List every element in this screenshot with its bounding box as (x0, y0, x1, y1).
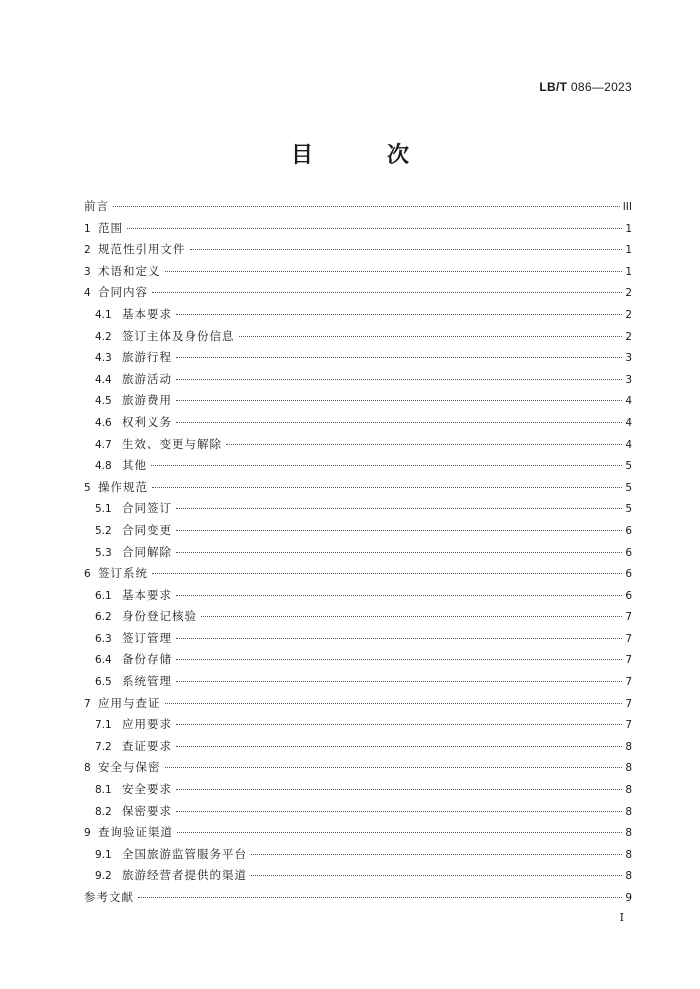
toc-entry-page: 7 (625, 632, 632, 645)
toc-entry-label: 安全要求 (122, 782, 172, 797)
toc-entry-page: 8 (625, 848, 632, 861)
toc-entry-page: 8 (625, 827, 632, 840)
toc-entry[interactable] (84, 304, 632, 326)
toc-entry-page: 8 (625, 784, 632, 797)
toc-entry-page: 1 (625, 222, 632, 235)
toc-entry[interactable] (84, 477, 632, 499)
toc-entry[interactable] (84, 801, 632, 823)
toc-dot-leader (176, 724, 622, 725)
toc-dot-leader (201, 616, 622, 617)
toc-dot-leader (176, 508, 622, 509)
toc-dot-leader (239, 336, 623, 337)
toc-entry[interactable] (84, 282, 632, 304)
toc-entry-page: 4 (625, 395, 632, 408)
toc-entry-number: 8.1 (95, 784, 112, 797)
toc-entry-label: 应用与查证 (98, 695, 161, 710)
toc-entry-page: 6 (625, 589, 632, 602)
toc-entry-page: 1 (625, 265, 632, 278)
toc-entry-number: 6.1 (95, 589, 112, 602)
toc-entry[interactable] (84, 498, 632, 520)
toc-entry-page: 2 (625, 308, 632, 321)
toc-dot-leader (251, 875, 622, 876)
toc-dot-leader (176, 811, 622, 812)
toc-entry-number: 6.4 (95, 654, 112, 667)
toc-entry[interactable] (84, 865, 632, 887)
toc-entry-page: 5 (625, 460, 632, 473)
standard-code (539, 80, 632, 94)
toc-dot-leader (113, 206, 620, 207)
toc-entry-number: 7 (84, 697, 91, 710)
toc-entry[interactable] (84, 714, 632, 736)
toc-dot-leader (176, 681, 622, 682)
toc-entry[interactable] (84, 844, 632, 866)
toc-entry-page: 4 (625, 416, 632, 429)
toc-dot-leader (251, 854, 622, 855)
toc-entry-label: 基本要求 (122, 587, 172, 602)
toc-entry-number: 4.7 (95, 438, 112, 451)
toc-entry-number: 8 (84, 762, 91, 775)
toc-entry-page: 5 (625, 481, 632, 494)
toc-entry-page: 8 (625, 805, 632, 818)
page-title: 目 次 (290, 142, 435, 168)
toc-entry-number: 5.2 (95, 524, 112, 537)
toc-entry-number: 5.3 (95, 546, 112, 559)
toc-entry-label: 签订管理 (122, 630, 172, 645)
toc-entry-label: 参考文献 (84, 890, 134, 904)
toc-entry[interactable] (84, 779, 632, 801)
toc-entry-number: 4.3 (95, 352, 112, 365)
toc-entry[interactable] (84, 563, 632, 585)
toc-entry-number: 5 (84, 481, 91, 494)
toc-dot-leader (138, 897, 622, 898)
toc-entry[interactable] (84, 369, 632, 391)
toc-entry[interactable] (84, 649, 632, 671)
toc-dot-leader (127, 228, 622, 229)
toc-entry[interactable] (84, 887, 632, 909)
toc-entry-page: 6 (625, 524, 632, 537)
toc-dot-leader (165, 271, 623, 272)
toc-entry-label: 备份存储 (122, 652, 172, 667)
toc-entry-label: 保密要求 (122, 803, 172, 818)
toc-entry-number: 6.5 (95, 676, 112, 689)
toc-dot-leader (176, 659, 622, 660)
toc-entry-page: 7 (625, 697, 632, 710)
toc-entry-label: 安全与保密 (98, 760, 161, 775)
toc-entry-number: 4.6 (95, 416, 112, 429)
toc-entry-label: 规范性引用文件 (98, 242, 186, 257)
toc-dot-leader (190, 249, 623, 250)
toc-entry-label: 权利义务 (122, 414, 172, 429)
toc-entry[interactable] (84, 671, 632, 693)
toc-entry-label: 旅游活动 (122, 371, 172, 386)
toc-dot-leader (176, 638, 622, 639)
toc-dot-leader (152, 487, 622, 488)
toc-dot-leader (176, 746, 622, 747)
toc-entry[interactable] (84, 693, 632, 715)
toc-entry-label: 范围 (98, 220, 123, 235)
toc-dot-leader (226, 444, 622, 445)
toc-entry-label: 系统管理 (122, 674, 172, 689)
toc-entry-number: 6 (84, 568, 91, 581)
toc-entry-page: 6 (625, 546, 632, 559)
toc-entry-number: 4.1 (95, 308, 112, 321)
toc-entry-number: 2 (84, 244, 91, 257)
toc-entry-page: 9 (625, 892, 632, 904)
toc-entry-label: 合同签订 (122, 501, 172, 516)
toc-entry-page: 8 (625, 740, 632, 753)
standard-prefix: LB/T (539, 80, 568, 94)
toc-entry-label: 签订系统 (98, 566, 148, 581)
toc-entry-page: 7 (625, 676, 632, 689)
toc-entry-label: 签订主体及身份信息 (122, 328, 235, 343)
toc-entry-page: 1 (625, 244, 632, 257)
toc-entry[interactable] (84, 218, 632, 240)
toc-dot-leader (176, 379, 622, 380)
toc-entry[interactable] (84, 261, 632, 283)
toc-dot-leader (176, 314, 622, 315)
toc-entry-page: 8 (625, 762, 632, 775)
toc-entry[interactable] (84, 434, 632, 456)
toc-dot-leader (176, 422, 622, 423)
toc-dot-leader (176, 552, 622, 553)
standard-number: 086—2023 (570, 80, 632, 94)
toc-entry-page: 3 (625, 373, 632, 386)
toc-entry-page: 4 (625, 438, 632, 451)
toc-entry-label: 旅游费用 (122, 393, 172, 408)
toc-entry-page: 2 (625, 287, 632, 300)
toc-entry-number: 9 (84, 827, 91, 840)
toc-entry[interactable] (84, 606, 632, 628)
toc-entry-label: 生效、变更与解除 (122, 436, 222, 451)
toc-entry-number: 8.2 (95, 805, 112, 818)
toc-entry-page: 3 (625, 352, 632, 365)
toc-entry-page: 2 (625, 330, 632, 343)
toc-entry-number: 4.8 (95, 460, 112, 473)
toc-entry-label: 操作规范 (98, 479, 148, 494)
page-number: I (619, 911, 624, 924)
toc-entry[interactable] (84, 239, 632, 261)
toc-entry-number: 9.2 (95, 870, 112, 883)
toc-entry-label: 查证要求 (122, 738, 172, 753)
toc-entry-number: 1 (84, 222, 91, 235)
toc-entry-label: 合同变更 (122, 522, 172, 537)
toc-entry[interactable] (84, 412, 632, 434)
toc-entry[interactable] (84, 585, 632, 607)
toc-entry-label: 旅游经营者提供的渠道 (122, 868, 247, 883)
toc-entry-label: 合同解除 (122, 544, 172, 559)
toc-entry-number: 6.3 (95, 632, 112, 645)
toc-entry[interactable] (84, 542, 632, 564)
toc-entry-label: 其他 (122, 458, 147, 473)
toc-entry-number: 4.2 (95, 330, 112, 343)
toc-dot-leader (165, 767, 623, 768)
toc-dot-leader (177, 832, 622, 833)
toc-entry-number: 7.2 (95, 740, 112, 753)
toc-entry-label: 全国旅游监管服务平台 (122, 846, 247, 861)
toc-entry-number: 6.2 (95, 611, 112, 624)
toc-entry-page: 5 (625, 503, 632, 516)
toc-dot-leader (176, 400, 622, 401)
toc-entry[interactable] (84, 822, 632, 844)
toc-entry-label: 术语和定义 (98, 263, 161, 278)
toc-entry-page: 7 (625, 654, 632, 667)
toc-entry[interactable] (84, 520, 632, 542)
toc-dot-leader (176, 789, 622, 790)
toc-entry-number: 4.4 (95, 373, 112, 386)
toc-entry-number: 7.1 (95, 719, 112, 732)
toc-entry-label: 身份登记核验 (122, 609, 197, 624)
toc-dot-leader (152, 573, 622, 574)
toc-entry-number: 9.1 (95, 848, 112, 861)
toc-dot-leader (176, 595, 622, 596)
toc-entry[interactable] (84, 326, 632, 348)
toc-dot-leader (165, 703, 623, 704)
toc-entry-page: 7 (625, 719, 632, 732)
toc-entry[interactable] (84, 628, 632, 650)
toc-entry-label: 合同内容 (98, 285, 148, 300)
toc-entry-label: 基本要求 (122, 306, 172, 321)
toc-entry[interactable] (84, 347, 632, 369)
toc-entry[interactable] (84, 455, 632, 477)
toc-entry-page: III (622, 201, 632, 213)
toc-entry-number: 4.5 (95, 395, 112, 408)
toc-entry-number: 5.1 (95, 503, 112, 516)
toc-entry-label: 应用要求 (122, 717, 172, 732)
toc-entry-label: 旅游行程 (122, 350, 172, 365)
toc-entry-page: 7 (625, 611, 632, 624)
toc-entry-number: 4 (84, 287, 91, 300)
toc-entry-label: 查询验证渠道 (98, 825, 173, 840)
toc-entry[interactable] (84, 196, 632, 218)
toc-entry-page: 6 (625, 568, 632, 581)
toc-entry[interactable] (84, 390, 632, 412)
toc-entry[interactable] (84, 736, 632, 758)
toc-dot-leader (176, 530, 622, 531)
toc-entry-page: 8 (625, 870, 632, 883)
toc-entry[interactable] (84, 757, 632, 779)
toc-entry-number: 3 (84, 265, 91, 278)
table-of-contents (84, 196, 632, 909)
toc-dot-leader (176, 357, 622, 358)
toc-dot-leader (152, 292, 622, 293)
toc-dot-leader (151, 465, 622, 466)
toc-entry-label: 前言 (84, 199, 109, 213)
